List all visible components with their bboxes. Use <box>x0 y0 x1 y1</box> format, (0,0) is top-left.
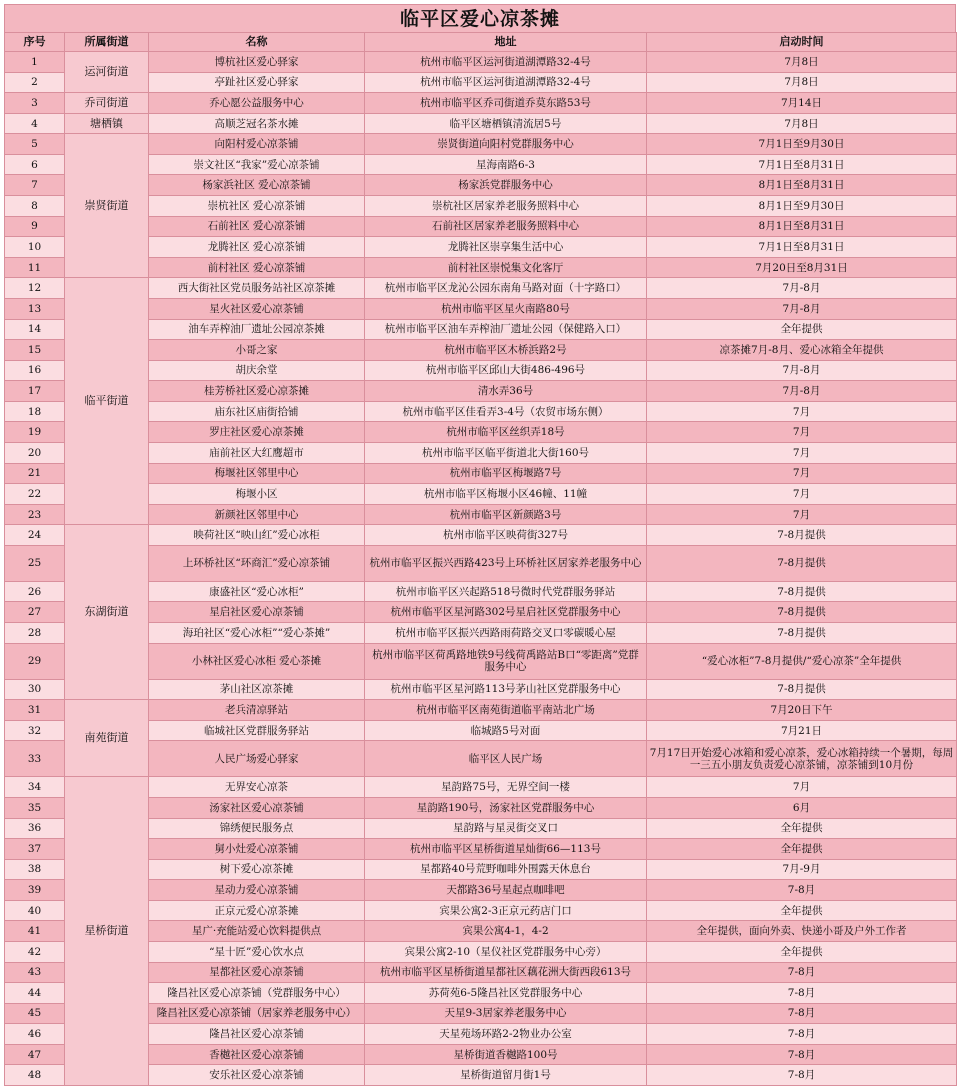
stall-name: 舅小灶爱心凉茶铺 <box>149 839 365 860</box>
stall-address: 杭州市临平区梅堰小区46幢、11幢 <box>365 484 647 505</box>
stall-name: 隆昌社区爱心凉茶铺（居家养老服务中心） <box>149 1003 365 1024</box>
stall-name: 隆昌社区爱心凉茶铺 <box>149 1024 365 1045</box>
stall-name: 安乐社区爱心凉茶铺 <box>149 1065 365 1086</box>
table-row <box>5 134 957 155</box>
stall-address: 临平区塘栖镇清流居5号 <box>365 113 647 134</box>
stall-address: 天都路36号星起点咖啡吧 <box>365 880 647 901</box>
start-time: 7-8月提供 <box>647 525 957 546</box>
stall-address: 临城路5号对面 <box>365 720 647 741</box>
stall-address: 杭州市临平区星火南路80号 <box>365 298 647 319</box>
row-index: 34 <box>5 777 65 798</box>
row-index: 19 <box>5 422 65 443</box>
row-index: 9 <box>5 216 65 237</box>
stall-name: 小林社区爱心冰柜 爱心茶摊 <box>149 643 365 679</box>
row-index: 24 <box>5 525 65 546</box>
street-cell: 临平街道 <box>65 278 149 525</box>
start-time: 全年提供 <box>647 839 957 860</box>
row-index: 3 <box>5 93 65 114</box>
start-time: 7-8月 <box>647 962 957 983</box>
table-row <box>5 777 957 798</box>
stall-address: 杭州市临平区映荷街327号 <box>365 525 647 546</box>
stall-address: 天星苑场环路2-2物业办公室 <box>365 1024 647 1045</box>
start-time: 7月 <box>647 484 957 505</box>
stall-name: 茅山社区凉茶摊 <box>149 679 365 700</box>
row-index: 21 <box>5 463 65 484</box>
stall-address: 宾果公寓2-10（星仪社区党群服务中心旁） <box>365 941 647 962</box>
stall-name: 上环桥社区“环商汇”爱心凉茶铺 <box>149 545 365 581</box>
row-index: 44 <box>5 983 65 1004</box>
row-index: 11 <box>5 257 65 278</box>
stall-name: 胡庆余堂 <box>149 360 365 381</box>
start-time: 7月8日 <box>647 52 957 73</box>
stall-name: 星动力爱心凉茶铺 <box>149 880 365 901</box>
start-time: 7月8日 <box>647 113 957 134</box>
row-index: 37 <box>5 839 65 860</box>
table-body <box>5 52 957 1086</box>
stall-address: 杭州市临平区振兴西路雨荷路交叉口零碳暖心屋 <box>365 623 647 644</box>
table-row <box>5 700 957 721</box>
start-time: 8月1日至9月30日 <box>647 196 957 217</box>
row-index: 10 <box>5 237 65 258</box>
row-index: 29 <box>5 643 65 679</box>
stall-name: 桂芳桥社区爱心凉茶摊 <box>149 381 365 402</box>
row-index: 38 <box>5 859 65 880</box>
header-index: 序号 <box>5 33 65 52</box>
row-index: 28 <box>5 623 65 644</box>
stall-name: 西大街社区党员服务站社区凉茶摊 <box>149 278 365 299</box>
row-index: 4 <box>5 113 65 134</box>
stall-address: 杭州市临平区运河街道湖潭路32-4号 <box>365 72 647 93</box>
header-row <box>5 33 957 52</box>
row-index: 45 <box>5 1003 65 1024</box>
stall-address: 清水弄36号 <box>365 381 647 402</box>
street-cell: 运河街道 <box>65 52 149 93</box>
stall-address: 杨家浜党群服务中心 <box>365 175 647 196</box>
start-time: 7月8日 <box>647 72 957 93</box>
stall-name: 崇杭社区 爱心凉茶铺 <box>149 196 365 217</box>
stall-address: 杭州市临平区丝织弄18号 <box>365 422 647 443</box>
stall-address: 杭州市临平区佳看弄3-4号（农贸市场东侧） <box>365 401 647 422</box>
start-time: 6月 <box>647 797 957 818</box>
stall-name: 锦绣便民服务点 <box>149 818 365 839</box>
row-index: 26 <box>5 581 65 602</box>
start-time: 全年提供 <box>647 900 957 921</box>
table-row <box>5 113 957 134</box>
stall-address: 星韵路与星灵街交叉口 <box>365 818 647 839</box>
stall-address: 星海南路6-3 <box>365 154 647 175</box>
stall-address: 杭州市临平区梅堰路7号 <box>365 463 647 484</box>
stall-name: 新颜社区邻里中心 <box>149 504 365 525</box>
stall-name: “星十匠”爱心饮水点 <box>149 941 365 962</box>
start-time: 7月1日至8月31日 <box>647 237 957 258</box>
stall-name: 无界安心凉茶 <box>149 777 365 798</box>
stall-name: 高顺芝冠名茶水摊 <box>149 113 365 134</box>
row-index: 14 <box>5 319 65 340</box>
row-index: 27 <box>5 602 65 623</box>
row-index: 18 <box>5 401 65 422</box>
stall-name: 树下爱心凉茶摊 <box>149 859 365 880</box>
start-time: 凉茶摊7月-8月、爱心冰箱全年提供 <box>647 340 957 361</box>
header-start-time: 启动时间 <box>647 33 957 52</box>
row-index: 39 <box>5 880 65 901</box>
row-index: 25 <box>5 545 65 581</box>
start-time: 7月-8月 <box>647 278 957 299</box>
stall-name: 梅堰小区 <box>149 484 365 505</box>
start-time: 全年提供，面向外卖、快递小哥及户外工作者 <box>647 921 957 942</box>
row-index: 42 <box>5 941 65 962</box>
stall-name: 隆昌社区爱心凉茶铺（党群服务中心） <box>149 983 365 1004</box>
row-index: 17 <box>5 381 65 402</box>
stall-address: 杭州市临平区兴起路518号微时代党群服务驿站 <box>365 581 647 602</box>
row-index: 36 <box>5 818 65 839</box>
street-cell: 乔司街道 <box>65 93 149 114</box>
stall-address: 苏荷苑6-5隆昌社区党群服务中心 <box>365 983 647 1004</box>
street-cell: 星桥街道 <box>65 777 149 1086</box>
start-time: 7月-8月 <box>647 381 957 402</box>
row-index: 47 <box>5 1044 65 1065</box>
stall-name: 老兵清凉驿站 <box>149 700 365 721</box>
row-index: 6 <box>5 154 65 175</box>
street-cell: 崇贤街道 <box>65 134 149 278</box>
row-index: 15 <box>5 340 65 361</box>
stall-table <box>4 32 957 1086</box>
row-index: 12 <box>5 278 65 299</box>
start-time: 7-8月提供 <box>647 602 957 623</box>
start-time: 7月 <box>647 401 957 422</box>
header-name: 名称 <box>149 33 365 52</box>
row-index: 16 <box>5 360 65 381</box>
start-time: 8月1日至8月31日 <box>647 216 957 237</box>
start-time: 7-8月提供 <box>647 581 957 602</box>
stall-address: 宾果公寓2-3正京元药店门口 <box>365 900 647 921</box>
stall-name: 杨家浜社区 爱心凉茶铺 <box>149 175 365 196</box>
start-time: 7月 <box>647 777 957 798</box>
stall-address: 天星9-3居家养老服务中心 <box>365 1003 647 1024</box>
stall-name: 正京元爱心凉茶摊 <box>149 900 365 921</box>
stall-address: 杭州市临平区振兴西路423号上环桥社区居家养老服务中心 <box>365 545 647 581</box>
stall-name: 油车弄榨油厂遗址公园凉茶摊 <box>149 319 365 340</box>
start-time: 7月20日至8月31日 <box>647 257 957 278</box>
stall-address: 杭州市临平区星河路113号茅山社区党群服务中心 <box>365 679 647 700</box>
stall-address: 星韵路190号，汤家社区党群服务中心 <box>365 797 647 818</box>
start-time: 7月 <box>647 442 957 463</box>
start-time: 7-8月 <box>647 1024 957 1045</box>
stall-name: 龙腾社区 爱心凉茶铺 <box>149 237 365 258</box>
start-time: 7月-8月 <box>647 298 957 319</box>
stall-name: 星都社区爱心凉茶铺 <box>149 962 365 983</box>
row-index: 30 <box>5 679 65 700</box>
stall-name: 石前社区 爱心凉茶铺 <box>149 216 365 237</box>
start-time: 7月1日至9月30日 <box>647 134 957 155</box>
stall-name: 博杭社区爱心驿家 <box>149 52 365 73</box>
stall-address: 杭州市临平区油车弄榨油厂遗址公园（保健路入口） <box>365 319 647 340</box>
row-index: 13 <box>5 298 65 319</box>
start-time: 7-8月 <box>647 880 957 901</box>
row-index: 7 <box>5 175 65 196</box>
start-time: 7月-8月 <box>647 360 957 381</box>
stall-name: 小哥之家 <box>149 340 365 361</box>
start-time: 7月1日至8月31日 <box>647 154 957 175</box>
start-time: 7月 <box>647 504 957 525</box>
row-index: 31 <box>5 700 65 721</box>
stall-name: 星启社区爱心凉茶铺 <box>149 602 365 623</box>
start-time: 7-8月 <box>647 1003 957 1024</box>
stall-address: 杭州市临平区南苑街道临平南站北广场 <box>365 700 647 721</box>
stall-name: 香樾社区爱心凉茶铺 <box>149 1044 365 1065</box>
stall-address: 杭州市临平区新颜路3号 <box>365 504 647 525</box>
street-cell: 东湖街道 <box>65 525 149 700</box>
header-address: 地址 <box>365 33 647 52</box>
start-time: “爱心冰柜”7-8月提供/“爱心凉茶”全年提供 <box>647 643 957 679</box>
stall-name: 乔心愿公益服务中心 <box>149 93 365 114</box>
row-index: 20 <box>5 442 65 463</box>
stall-name: 庙前社区大红鹰超市 <box>149 442 365 463</box>
stall-name: 星广·充能站爱心饮料提供点 <box>149 921 365 942</box>
stall-address: 杭州市临平区荷禹路地铁9号线荷禹路站B口“零距离”党群服务中心 <box>365 643 647 679</box>
stall-name: 亭趾社区爱心驿家 <box>149 72 365 93</box>
start-time: 7-8月 <box>647 1044 957 1065</box>
row-index: 33 <box>5 741 65 777</box>
stall-name: 梅堰社区邻里中心 <box>149 463 365 484</box>
row-index: 23 <box>5 504 65 525</box>
row-index: 8 <box>5 196 65 217</box>
start-time: 7-8月提供 <box>647 679 957 700</box>
stall-address: 杭州市临平区运河街道湖潭路32-4号 <box>365 52 647 73</box>
stall-address: 临平区人民广场 <box>365 741 647 777</box>
stall-address: 杭州市临平区邱山大街486-496号 <box>365 360 647 381</box>
stall-name: 临城社区党群服务驿站 <box>149 720 365 741</box>
stall-name: 人民广场爱心驿家 <box>149 741 365 777</box>
row-index: 2 <box>5 72 65 93</box>
stall-address: 星韵路75号，无界空间一楼 <box>365 777 647 798</box>
table-row <box>5 52 957 73</box>
start-time: 7-8月提供 <box>647 623 957 644</box>
start-time: 7月 <box>647 422 957 443</box>
stall-name: 前村社区 爱心凉茶铺 <box>149 257 365 278</box>
table-row <box>5 525 957 546</box>
stall-address: 星都路40号荒野咖啡外围露天休息台 <box>365 859 647 880</box>
stall-address: 前村社区崇悦集文化客厅 <box>365 257 647 278</box>
stall-address: 星桥街道香樾路100号 <box>365 1044 647 1065</box>
row-index: 40 <box>5 900 65 921</box>
street-cell: 塘栖镇 <box>65 113 149 134</box>
start-time: 7-8月提供 <box>647 545 957 581</box>
stall-name: 崇文社区“我家”爱心凉茶铺 <box>149 154 365 175</box>
row-index: 41 <box>5 921 65 942</box>
stall-name: 映荷社区“映山红”爱心冰柜 <box>149 525 365 546</box>
start-time: 7月 <box>647 463 957 484</box>
stall-address: 杭州市临平区临平街道北大街160号 <box>365 442 647 463</box>
stall-address: 杭州市临平区星河路302号星启社区党群服务中心 <box>365 602 647 623</box>
start-time: 7月-9月 <box>647 859 957 880</box>
stall-name: 康盛社区“爱心冰柜” <box>149 581 365 602</box>
sheet-title: 临平区爱心凉茶摊 <box>4 4 956 32</box>
stall-name: 罗庄社区爱心凉茶摊 <box>149 422 365 443</box>
stall-name: 汤家社区爱心凉茶铺 <box>149 797 365 818</box>
stall-address: 杭州市临平区木桥浜路2号 <box>365 340 647 361</box>
row-index: 1 <box>5 52 65 73</box>
row-index: 43 <box>5 962 65 983</box>
stall-address: 崇杭社区居家养老服务照料中心 <box>365 196 647 217</box>
stall-address: 龙腾社区崇享集生活中心 <box>365 237 647 258</box>
stall-name: 星火社区爱心凉茶铺 <box>149 298 365 319</box>
stall-address: 杭州市临平区星桥街道星灿街66—113号 <box>365 839 647 860</box>
stall-address: 星桥街道留月街1号 <box>365 1065 647 1086</box>
start-time: 7-8月 <box>647 983 957 1004</box>
row-index: 48 <box>5 1065 65 1086</box>
street-cell: 南苑街道 <box>65 700 149 777</box>
table-row <box>5 278 957 299</box>
start-time: 7月20日下午 <box>647 700 957 721</box>
stall-name: 向阳村爱心凉茶铺 <box>149 134 365 155</box>
start-time: 全年提供 <box>647 941 957 962</box>
start-time: 7月14日 <box>647 93 957 114</box>
stall-address: 崇贤街道向阳村党群服务中心 <box>365 134 647 155</box>
start-time: 全年提供 <box>647 818 957 839</box>
stall-address: 杭州市临平区龙沁公园东南角马路对面（十字路口） <box>365 278 647 299</box>
row-index: 35 <box>5 797 65 818</box>
stall-address: 宾果公寓4-1，4-2 <box>365 921 647 942</box>
stall-name: 庙东社区庙街拾铺 <box>149 401 365 422</box>
stall-address: 石前社区居家养老服务照料中心 <box>365 216 647 237</box>
start-time: 8月1日至8月31日 <box>647 175 957 196</box>
stall-name: 海珀社区“爱心冰柜”“爱心茶摊” <box>149 623 365 644</box>
row-index: 22 <box>5 484 65 505</box>
table-row <box>5 93 957 114</box>
stall-address: 杭州市临平区星桥街道星都社区藕花洲大街西段613号 <box>365 962 647 983</box>
start-time: 7-8月 <box>647 1065 957 1086</box>
stall-address: 杭州市临平区乔司街道乔莫东路53号 <box>365 93 647 114</box>
row-index: 5 <box>5 134 65 155</box>
start-time: 7月17日开始爱心冰箱和爱心凉茶，爱心冰箱持续一个暑期，每周一三五小朋友负责爱心凉茶铺，凉茶铺到10月份 <box>647 741 957 777</box>
start-time: 7月21日 <box>647 720 957 741</box>
header-street: 所属街道 <box>65 33 149 52</box>
stall-list-sheet <box>4 4 956 1086</box>
row-index: 46 <box>5 1024 65 1045</box>
row-index: 32 <box>5 720 65 741</box>
start-time: 全年提供 <box>647 319 957 340</box>
